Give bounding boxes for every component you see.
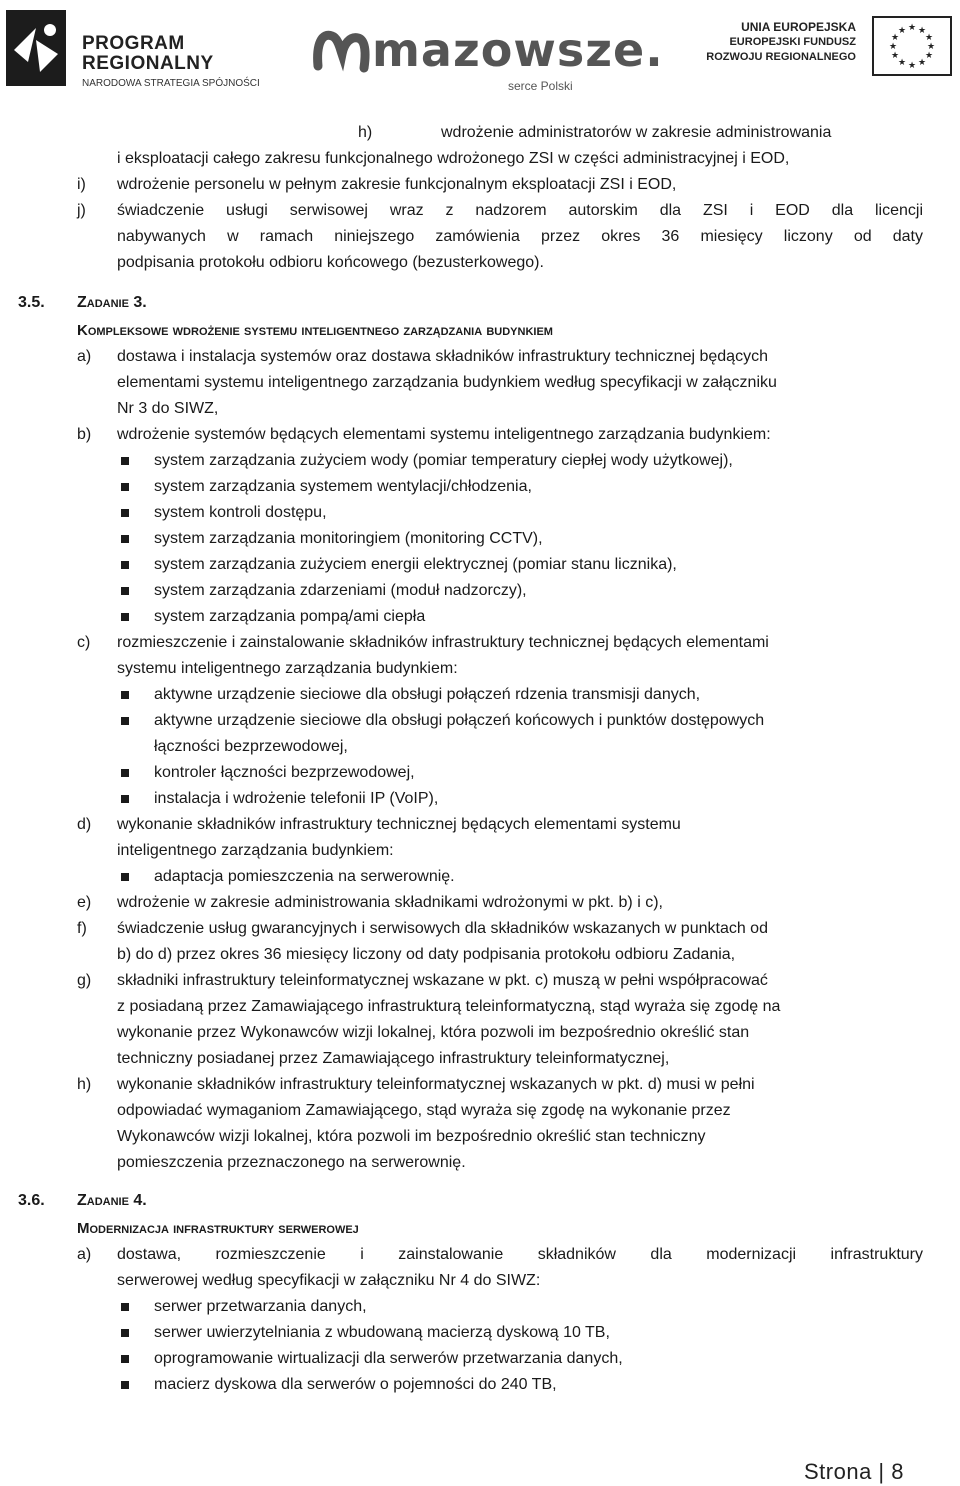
section-title-3-5: Zadanie 3. xyxy=(77,294,147,311)
bullet-icon xyxy=(121,561,129,569)
item-label-f-3-5: f) xyxy=(77,920,87,937)
s35-b-item: system zarządzania zdarzeniami (moduł nadzorczy), xyxy=(154,582,527,599)
s35-e-line: wdrożenie w zakresie administrowania składnikami wdrożonymi w pkt. b) i c), xyxy=(117,894,663,911)
item-label-b-3-5: b) xyxy=(77,426,92,443)
svg-text:★: ★ xyxy=(888,42,898,52)
section-title-3-6: Zadanie 4. xyxy=(77,1192,147,1209)
svg-text:★: ★ xyxy=(924,33,934,43)
svg-text:★: ★ xyxy=(907,61,917,71)
s35-d-item: adaptacja pomieszczenia na serwerownię. xyxy=(154,868,455,885)
bullet-icon xyxy=(121,1329,129,1337)
mazowsze-wordmark xyxy=(312,14,664,78)
s35-a-line1: dostawa i instalacja systemów oraz dostawa składników infrastruktury technicznej będących xyxy=(117,348,768,365)
s35-h-line3: Wykonawców wizji lokalnej, która pozwoli im bezpośrednio określić stan techniczny xyxy=(117,1128,706,1145)
program-title-line2: REGIONALNY xyxy=(82,53,214,74)
intro-i-line1: wdrożenie personelu w pełnym zakresie funkcjonalnym eksploatacji ZSI i EOD, xyxy=(117,176,677,193)
bullet-icon xyxy=(121,483,129,491)
s35-g-line1: składniki infrastruktury teleinformatycznej wskazane w pkt. c) muszą w pełni współpracować xyxy=(117,972,768,989)
s35-h-line1: wykonanie składników infrastruktury teleinformatycznej wskazanych w pkt. d) musi w pełni xyxy=(117,1076,755,1093)
s36-a-item: serwer uwierzytelniania z wbudowaną macierzą dyskową 10 TB, xyxy=(154,1324,610,1341)
s35-c-line1: rozmieszczenie i zainstalowanie składników infrastruktury technicznej będących elementami xyxy=(117,634,769,651)
eu-line3: ROZWOJU REGIONALNEGO xyxy=(706,51,856,63)
svg-text:★: ★ xyxy=(890,51,900,61)
s35-b-item: system zarządzania zużyciem energii elektrycznej (pomiar stanu licznika), xyxy=(154,556,677,573)
svg-text:★: ★ xyxy=(917,58,927,68)
s35-b-item: system zarządzania pompą/ami ciepła xyxy=(154,608,426,625)
s35-f-line1: świadczenie usług gwarancyjnych i serwisowych dla składników wskazanych w punktach od xyxy=(117,920,768,937)
s35-c-item-continuation: łączności bezprzewodowej, xyxy=(154,738,348,755)
s35-c-item: kontroler łączności bezprzewodowej, xyxy=(154,764,415,781)
bullet-icon xyxy=(121,1303,129,1311)
section-subtitle-3-6: Modernizacja infrastruktury serwerowej xyxy=(77,1220,359,1237)
page-number: Strona | 8 xyxy=(804,1459,904,1484)
s36-a-line2: serwerowej według specyfikacji w załączniku Nr 4 do SIWZ: xyxy=(117,1272,541,1289)
mazowsze-text: mazowsze. xyxy=(372,23,664,77)
svg-text:★: ★ xyxy=(917,26,927,36)
svg-text:★: ★ xyxy=(926,42,936,52)
s35-b-item: system zarządzania zużyciem wody (pomiar temperatury ciepłej wody użytkowej), xyxy=(154,452,733,469)
bullet-icon xyxy=(121,1355,129,1363)
bullet-icon xyxy=(121,691,129,699)
bullet-icon xyxy=(121,587,129,595)
s35-g-line3: wykonanie przez Wykonawców wizji lokalnej, która pozwoli im bezpośrednio określić stan xyxy=(117,1024,750,1041)
bullet-icon xyxy=(121,509,129,517)
s35-g-line2: z posiadaną przez Zamawiającego infrastrukturą teleinformatyczną, stąd wyraża się zgodę na xyxy=(117,998,781,1015)
bullet-icon xyxy=(121,795,129,803)
s35-b-item: system kontroli dostępu, xyxy=(154,504,327,521)
s36-a-item: oprogramowanie wirtualizacji dla serwerów przetwarzania danych, xyxy=(154,1350,623,1367)
program-logo-mark-icon xyxy=(6,10,66,86)
eu-flag-icon xyxy=(872,16,952,76)
intro-j-line1: świadczenie usługi serwisowej wraz z nadzorem autorskim dla ZSI i EOD dla licencji xyxy=(117,202,923,219)
section-number-3-5: 3.5. xyxy=(18,294,45,311)
s35-c-line2: systemu inteligentnego zarządzania budynkiem: xyxy=(117,660,458,677)
s35-c-item: aktywne urządzenie sieciowe dla obsługi połączeń rdzenia transmisji danych, xyxy=(154,686,701,703)
s35-a-line2: elementami systemu inteligentnego zarządzania budynkiem według specyfikacji w załączniku xyxy=(117,374,777,391)
intro-j-line2: nabywanych w ramach niniejszego zamówienia przez okres 36 miesięcy liczony od daty xyxy=(117,228,923,245)
item-label-a-3-5: a) xyxy=(77,348,92,365)
s35-a-line3: Nr 3 do SIWZ, xyxy=(117,400,219,417)
mazowsze-logo xyxy=(312,14,664,93)
s35-d-line2: inteligentnego zarządzania budynkiem: xyxy=(117,842,394,859)
bullet-icon xyxy=(121,1381,129,1389)
s36-a-line1: dostawa, rozmieszczenie i zainstalowanie składników dla modernizacji infrastruktury xyxy=(117,1246,923,1263)
s35-g-line4: techniczny posiadanej przez Zamawiającego infrastruktury teleinformatycznej, xyxy=(117,1050,670,1067)
program-title-line3: NARODOWA STRATEGIA SPÓJNOŚCI xyxy=(82,78,260,89)
intro-j-line3: podpisania protokołu odbioru końcowego (bezusterkowego). xyxy=(117,254,544,271)
bullet-icon xyxy=(121,457,129,465)
intro-h-line1: wdrożenie administratorów w zakresie administrowania xyxy=(441,124,832,141)
s35-f-line2: b) do d) przez okres 36 miesięcy liczony od daty podpisania protokołu odbioru Zadania, xyxy=(117,946,736,963)
eu-line2: EUROPEJSKI FUNDUSZ xyxy=(729,36,856,48)
mazowsze-tagline: serce Polski xyxy=(508,79,573,93)
s35-d-line1: wykonanie składników infrastruktury technicznej będących elementami systemu xyxy=(117,816,681,833)
bullet-icon xyxy=(121,717,129,725)
svg-text:★: ★ xyxy=(924,51,934,61)
section-subtitle-3-5: Kompleksowe wdrożenie systemu inteligentnego zarządzania budynkiem xyxy=(77,322,553,339)
item-label-g-3-5: g) xyxy=(77,972,92,989)
s35-h-line2: odpowiadać wymaganiom Zamawiającego, stąd wyraża się zgodę na wykonanie przez xyxy=(117,1102,731,1119)
s35-c-item: instalacja i wdrożenie telefonii IP (VoIP), xyxy=(154,790,439,807)
program-regionalny-logo xyxy=(6,10,260,89)
s36-a-item: serwer przetwarzania danych, xyxy=(154,1298,367,1315)
item-label-e-3-5: e) xyxy=(77,894,92,911)
bullet-icon xyxy=(121,873,129,881)
s35-b-item: system zarządzania monitoringiem (monitoring CCTV), xyxy=(154,530,543,547)
eu-line1: UNIA EUROPEJSKA xyxy=(741,20,856,34)
svg-text:★: ★ xyxy=(897,26,907,36)
s35-b-item: system zarządzania systemem wentylacji/chłodzenia, xyxy=(154,478,532,495)
svg-text:★: ★ xyxy=(907,23,917,33)
s35-h-line4: pomieszczenia przeznaczonego na serwerownię. xyxy=(117,1154,466,1171)
item-label-a-3-6: a) xyxy=(77,1246,92,1263)
item-label-j-intro: j) xyxy=(77,202,86,219)
bullet-icon xyxy=(121,613,129,621)
section-number-3-6: 3.6. xyxy=(18,1192,45,1209)
svg-text:★: ★ xyxy=(897,58,907,68)
intro-h-line2: i eksploatacji całego zakresu funkcjonalnego wdrożonego ZSI w części administracyjnej i EOD, xyxy=(117,150,790,167)
item-label-c-3-5: c) xyxy=(77,634,91,651)
item-label-h-intro: h) xyxy=(358,124,373,141)
item-label-i-intro: i) xyxy=(77,176,86,193)
bullet-icon xyxy=(121,769,129,777)
s35-b-line: wdrożenie systemów będących elementami systemu inteligentnego zarządzania budynkiem: xyxy=(117,426,771,443)
eu-logo xyxy=(706,14,956,86)
s35-c-item: aktywne urządzenie sieciowe dla obsługi połączeń końcowych i punktów dostępowych xyxy=(154,712,765,729)
item-label-d-3-5: d) xyxy=(77,816,92,833)
bullet-icon xyxy=(121,535,129,543)
program-title-line1: PROGRAM xyxy=(82,33,185,54)
item-label-h-3-5: h) xyxy=(77,1076,92,1093)
page-header xyxy=(0,0,960,100)
s36-a-item: macierz dyskowa dla serwerów o pojemności do 240 TB, xyxy=(154,1376,557,1393)
svg-text:★: ★ xyxy=(890,33,900,43)
